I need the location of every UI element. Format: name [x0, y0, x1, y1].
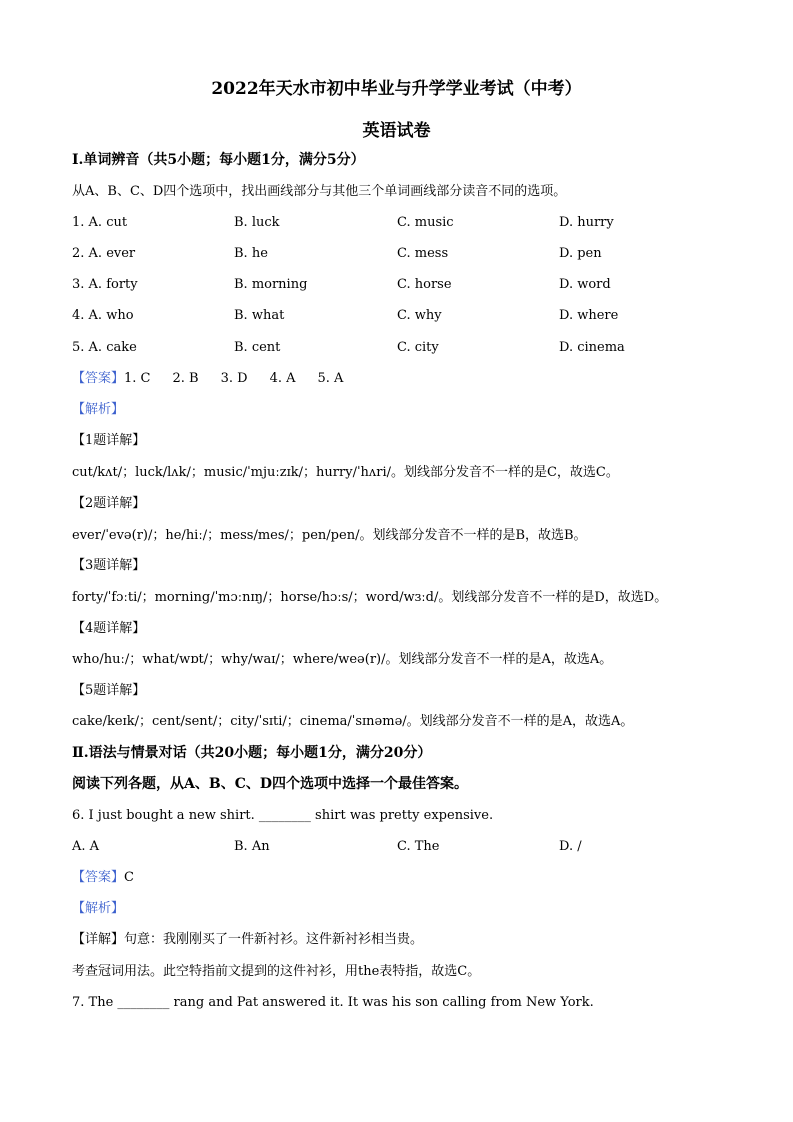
- detail-text: ever/ˈevə(r)/；he/hiː/；mess/mes/；pen/pen/。划线部分发音不一样的是B，故选B。: [72, 528, 587, 543]
- q5-option-a: 5. A. cake: [72, 340, 137, 355]
- q4-option-c: C. why: [397, 308, 442, 323]
- section2-instruction: 阅读下列各题，从A、B、C、D四个选项中选择一个最佳答案。: [72, 776, 468, 792]
- answer-label: 【答案】: [72, 371, 125, 386]
- exam-title: 2022年天水市初中毕业与升学学业考试（中考）: [211, 79, 582, 99]
- answer-item: 1. C: [124, 371, 151, 386]
- q5-option-d: D. cinema: [559, 340, 625, 355]
- q1-option-a: 1. A. cut: [72, 215, 128, 230]
- section1-heading: Ⅰ.单词辨音（共5小题；每小题1分，满分5分）: [72, 152, 365, 168]
- q2-option-a: 2. A. ever: [72, 246, 136, 261]
- q4-option-b: B. what: [234, 308, 285, 323]
- q3-option-a: 3. A. forty: [72, 277, 138, 292]
- detail-label: 【1题详解】: [72, 433, 146, 448]
- detail-text: cake/keɪk/；cent/sent/；city/ˈsɪti/；cinema/ˈsɪnəmə/。划线部分发音不一样的是A，故选A。: [72, 714, 634, 729]
- q2-option-d: D. pen: [559, 246, 602, 261]
- q5-option-b: B. cent: [234, 340, 281, 355]
- q6-option-a: A. A: [72, 839, 100, 854]
- q6-option-b: B. An: [234, 839, 270, 854]
- analysis-label: 【解析】: [72, 402, 125, 417]
- q6-detail: [72, 932, 423, 948]
- q6-option-d: D. /: [559, 839, 582, 854]
- answer-item: 3. D: [220, 371, 248, 386]
- detail-label: 【5题详解】: [72, 683, 146, 698]
- section2-heading: Ⅱ.语法与情景对话（共20小题；每小题1分，满分20分）: [72, 745, 432, 761]
- detail-text: 句意：我刚刚买了一件新衬衫。这件新衬衫相当贵。: [124, 932, 424, 947]
- q6-answer: C: [124, 870, 134, 885]
- q2-option-c: C. mess: [397, 246, 449, 261]
- detail-label: 【3题详解】: [72, 558, 146, 573]
- answer-item: 2. B: [172, 371, 199, 386]
- answer-label: 【答案】: [72, 870, 125, 885]
- section1-instruction: 从A、B、C、D四个选项中，找出画线部分与其他三个单词画线部分读音不同的选项。: [72, 184, 567, 199]
- q6-option-c: C. The: [397, 839, 440, 854]
- detail-text: forty/ˈfɔːti/；morning/ˈmɔːnɪŋ/；horse/hɔːs/；word/wɜːd/。划线部分发音不一样的是D，故选D。: [72, 590, 668, 605]
- answer-item: 4. A: [269, 371, 296, 386]
- q3-option-d: D. word: [559, 277, 611, 292]
- detail-text: cut/kʌt/；luck/lʌk/；music/ˈmjuːzɪk/；hurry/ˈhʌri/。划线部分发音不一样的是C，故选C。: [72, 465, 619, 480]
- answer-item: 5. A: [317, 371, 344, 386]
- q4-option-d: D. where: [559, 308, 619, 323]
- q1-option-d: D. hurry: [559, 215, 614, 230]
- q6-detail-text2: 考查冠词用法。此空特指前文提到的这件衬衫，用the表特指，故选C。: [72, 964, 481, 979]
- q4-option-a: 4. A. who: [72, 308, 134, 323]
- q1-option-c: C. music: [397, 215, 454, 230]
- q5-option-c: C. city: [397, 340, 439, 355]
- q1-option-b: B. luck: [234, 215, 280, 230]
- q6-analysis-label: 【解析】: [72, 901, 125, 916]
- detail-label: 【2题详解】: [72, 496, 146, 511]
- q6-answer-line: [72, 870, 134, 886]
- detail-label: 【4题详解】: [72, 621, 146, 636]
- q2-option-b: B. he: [234, 246, 268, 261]
- q7-stem: 7. The ________ rang and Pat answered it. It was his son calling from New York.: [72, 995, 594, 1010]
- detail-label: 【详解】: [72, 932, 125, 947]
- exam-subtitle: 英语试卷: [362, 121, 431, 141]
- q6-stem: 6. I just bought a new shirt. ________ shirt was pretty expensive.: [72, 808, 494, 823]
- q3-option-c: C. horse: [397, 277, 452, 292]
- q3-option-b: B. morning: [234, 277, 308, 292]
- detail-text: who/huː/；what/wɒt/；why/waɪ/；where/weə(r)/。划线部分发音不一样的是A，故选A。: [72, 652, 613, 667]
- section1-answer-line: [72, 371, 365, 387]
